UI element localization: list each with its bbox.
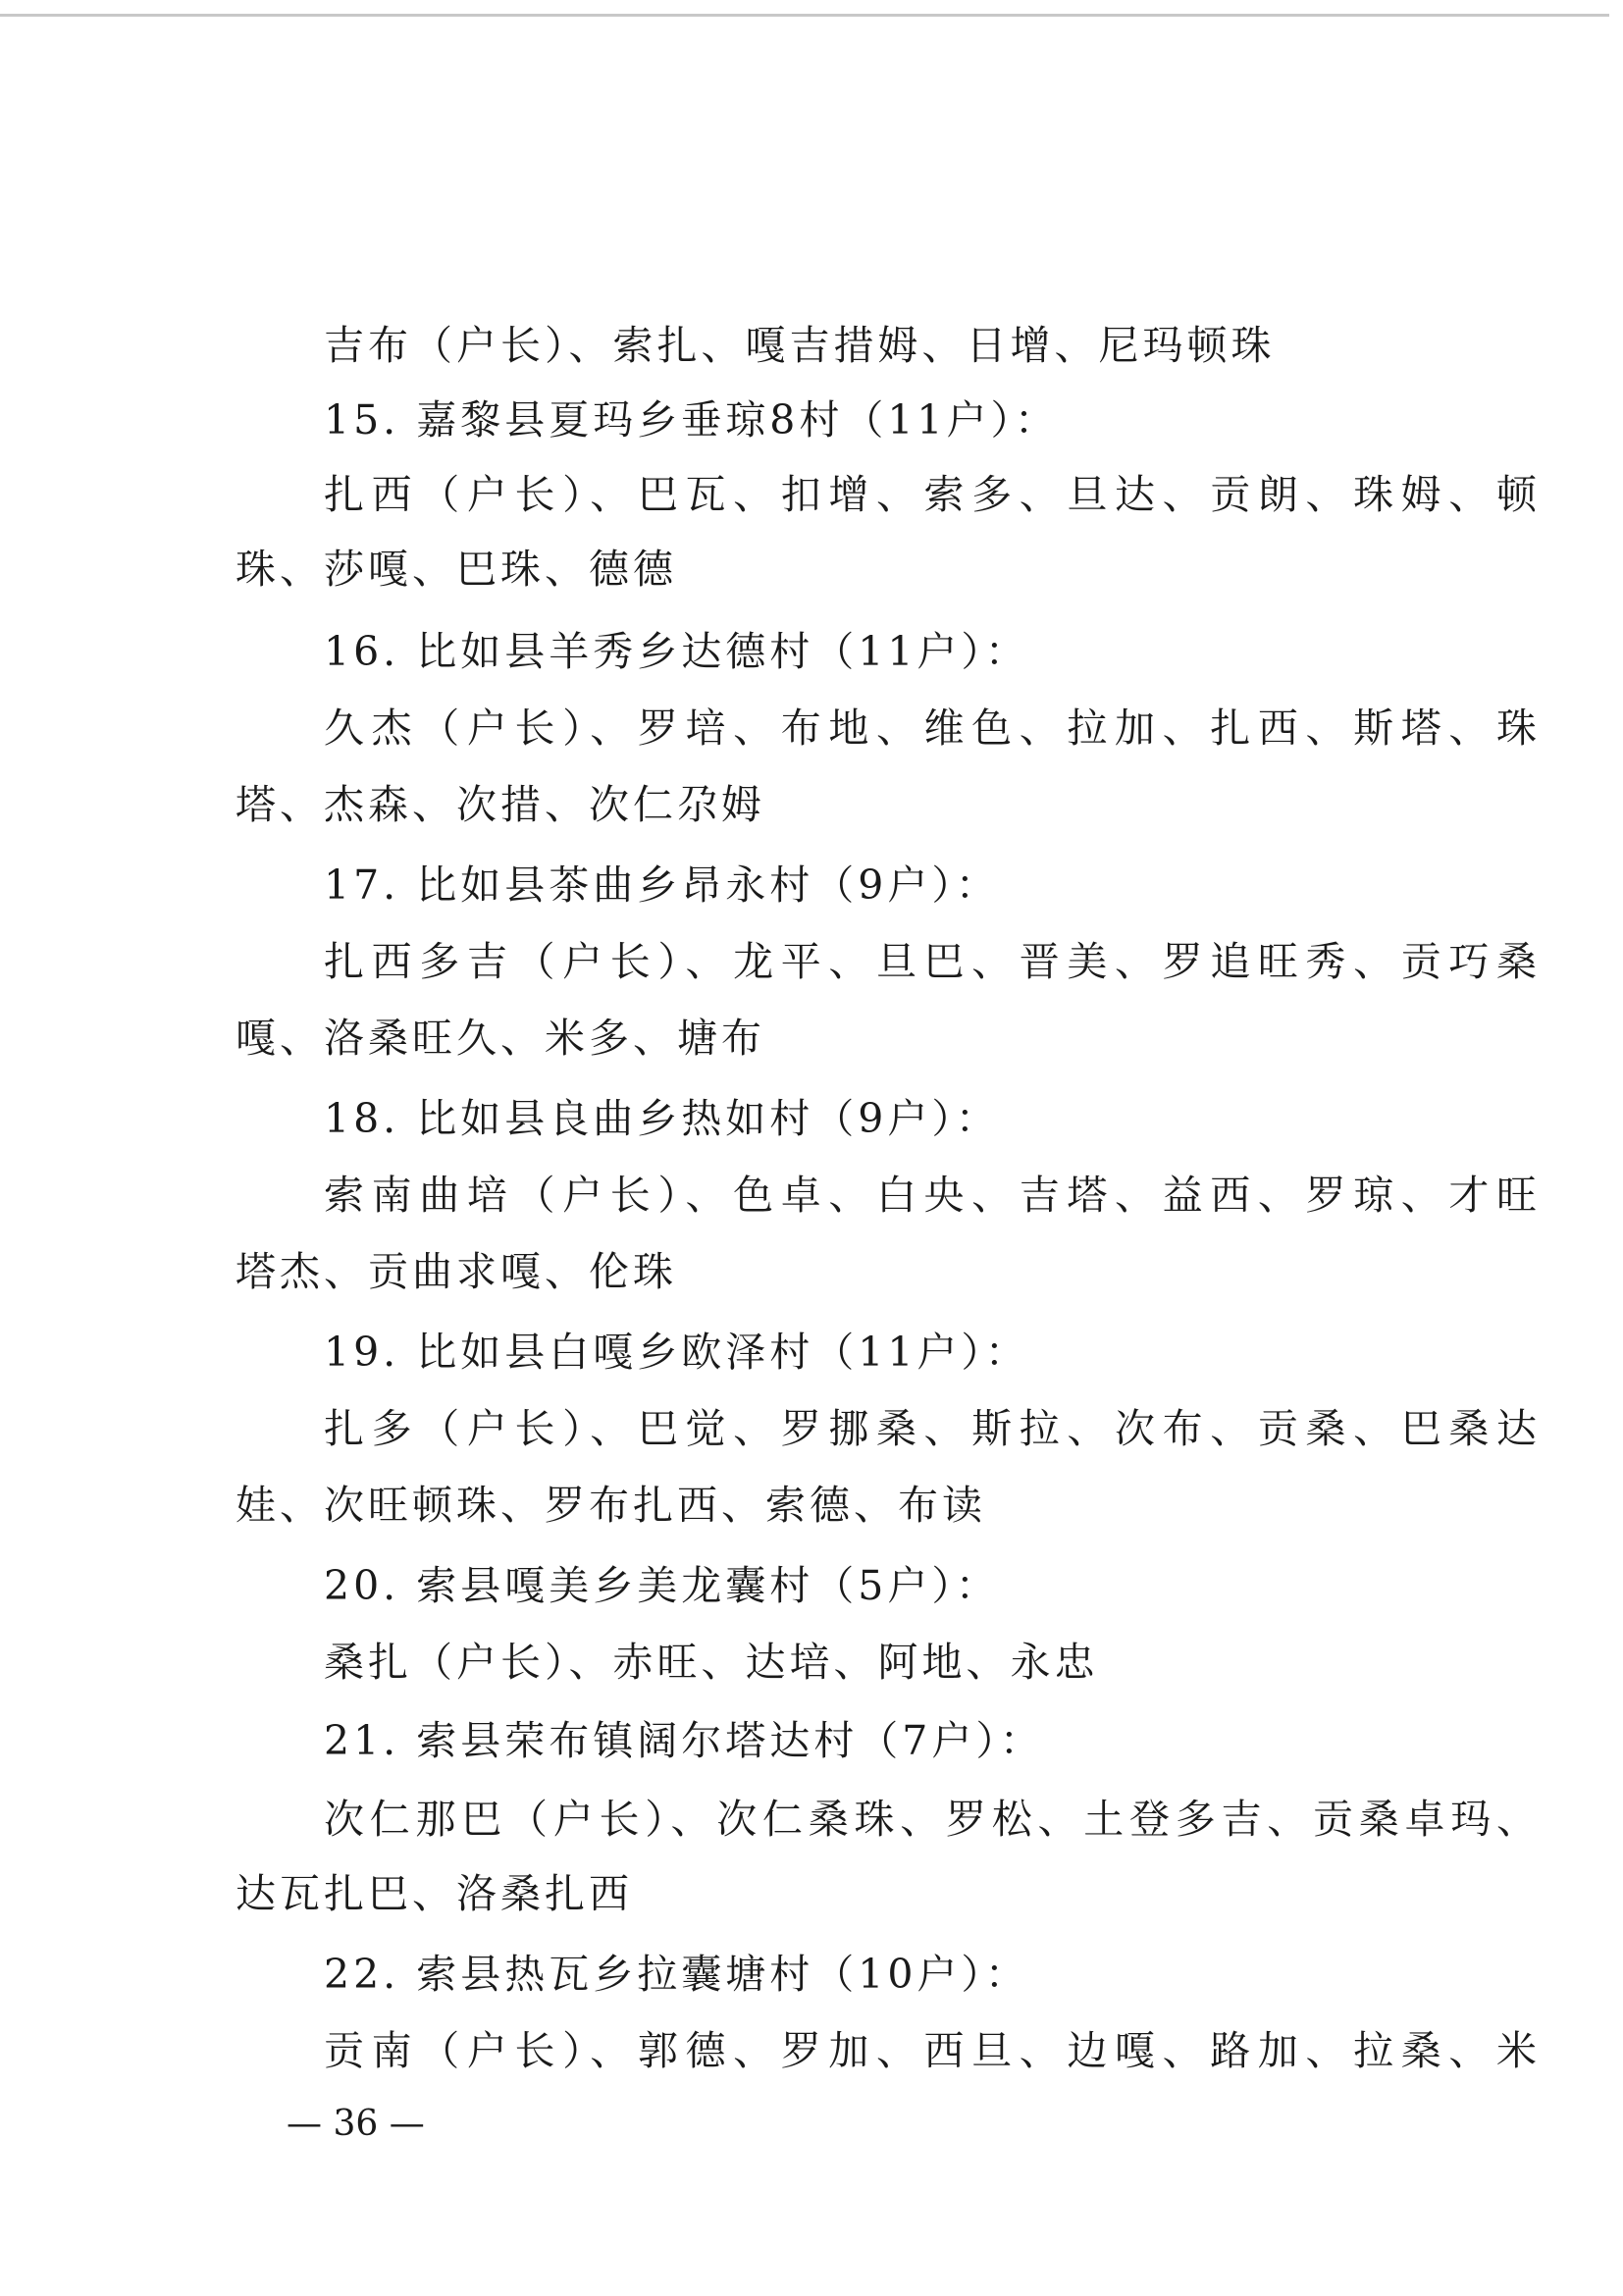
village-heading: 21. 索县荣布镇阔尔塔达村（7户）：	[324, 1717, 1044, 1764]
text-line: 扎多（户长）、巴觉、罗挪桑、斯拉、次布、贡桑、巴桑达	[324, 1405, 1541, 1452]
text-line: 扎西多吉（户长）、龙平、旦巴、晋美、罗追旺秀、贡巧桑	[324, 938, 1541, 985]
village-heading: 22. 索县热瓦乡拉囊塘村（10户）：	[324, 1951, 1029, 1998]
text-line: 吉布（户长）、索扎、嘎吉措姆、日增、尼玛顿珠	[324, 322, 1276, 369]
village-heading: 20. 索县嘎美乡美龙囊村（5户）：	[324, 1562, 1000, 1609]
village-heading: 16. 比如县羊秀乡达德村（11户）：	[324, 628, 1029, 675]
text-line: 塔、杰森、次措、次仁尕姆	[236, 781, 765, 828]
text-line: 塔杰、贡曲求嘎、伦珠	[236, 1248, 677, 1295]
text-line: 桑扎（户长）、赤旺、达培、阿地、永忠	[324, 1639, 1099, 1686]
text-line: 达瓦扎巴、洛桑扎西	[236, 1870, 633, 1917]
text-line: 嘎、洛桑旺久、米多、塘布	[236, 1015, 765, 1062]
page-number: — 36 —	[287, 2104, 425, 2144]
village-heading: 19. 比如县白嘎乡欧泽村（11户）：	[324, 1329, 1029, 1376]
text-line: 珠、莎嘎、巴珠、德德	[236, 546, 677, 593]
text-line: 次仁那巴（户长）、次仁桑珠、罗松、土登多吉、贡桑卓玛、	[324, 1796, 1541, 1843]
text-line: 索南曲培（户长）、色卓、白央、吉塔、益西、罗琼、才旺	[324, 1172, 1541, 1219]
village-heading: 15. 嘉黎县夏玛乡垂琼8村（11户）：	[324, 396, 1059, 444]
text-line: 久杰（户长）、罗培、布地、维色、拉加、扎西、斯塔、珠	[324, 704, 1541, 752]
text-line: 贡南（户长）、郭德、罗加、西旦、边嘎、路加、拉桑、米	[324, 2027, 1541, 2074]
text-line: 娃、次旺顿珠、罗布扎西、索德、布读	[236, 1482, 986, 1529]
village-heading: 18. 比如县良曲乡热如村（9户）：	[324, 1095, 1000, 1142]
text-line: 扎西（户长）、巴瓦、扣增、索多、旦达、贡朗、珠姆、顿	[324, 471, 1541, 518]
village-heading: 17. 比如县茶曲乡昂永村（9户）：	[324, 861, 1000, 909]
